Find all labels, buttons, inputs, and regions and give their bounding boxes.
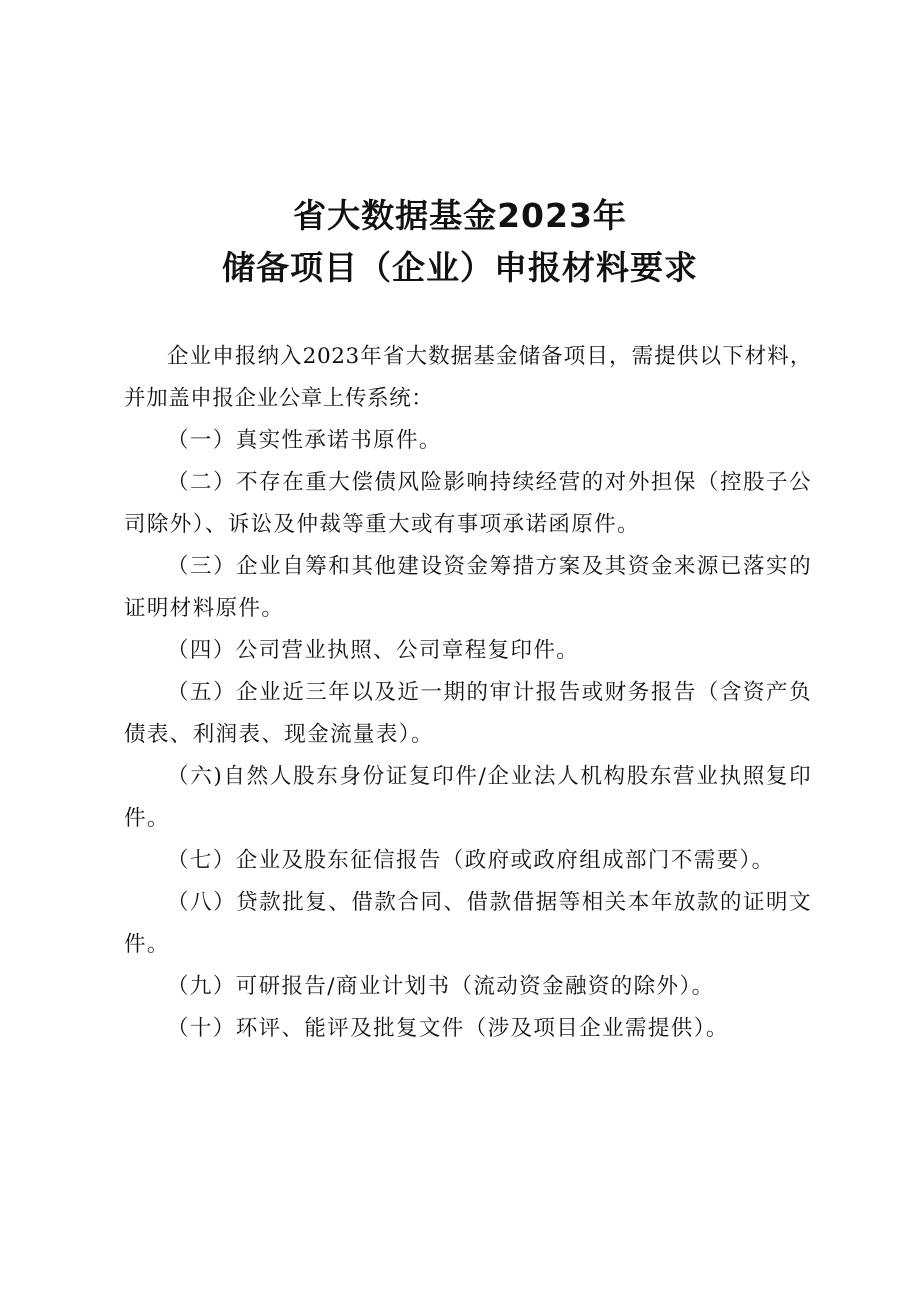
- intro-paragraph: 企业申报纳入2023年省大数据基金储备项目，需提供以下材料，并加盖申报企业公章上传系统：: [124, 344, 812, 411]
- requirement-item-4: （四）公司营业执照、公司章程复印件。: [167, 638, 580, 663]
- requirement-item-5: （五）企业近三年以及近一期的审计报告或财务报告（含资产负债表、利润表、现金流量表）。: [124, 680, 812, 747]
- requirement-item-2: （二）不存在重大偿债风险影响持续经营的对外担保（控股子公司除外）、诉讼及仲裁等重大或有事项承诺函原件。: [124, 470, 812, 537]
- document-title-line-2: 储备项目（企业）申报材料要求: [222, 248, 698, 287]
- document-title-line-1: 省大数据基金2023年: [293, 196, 627, 235]
- document-body: [124, 336, 812, 1050]
- requirement-item-8: （八）贷款批复、借款合同、借款借据等相关本年放款的证明文件。: [124, 890, 812, 957]
- requirement-item-7: （七）企业及股东征信报告（政府或政府组成部门不需要）。: [167, 848, 775, 873]
- requirement-item-9: （九）可研报告/商业计划书（流动资金融资的除外）。: [167, 974, 715, 999]
- requirement-item-10: （十）环评、能评及批复文件（涉及项目企业需提供）。: [167, 1016, 729, 1041]
- requirement-item-3: （三）企业自筹和其他建设资金筹措方案及其资金来源已落实的证明材料原件。: [124, 554, 812, 621]
- requirement-item-6: （六)自然人股东身份证复印件/企业法人机构股东营业执照复印件。: [124, 764, 812, 831]
- requirement-item-1: （一）真实性承诺书原件。: [167, 428, 442, 453]
